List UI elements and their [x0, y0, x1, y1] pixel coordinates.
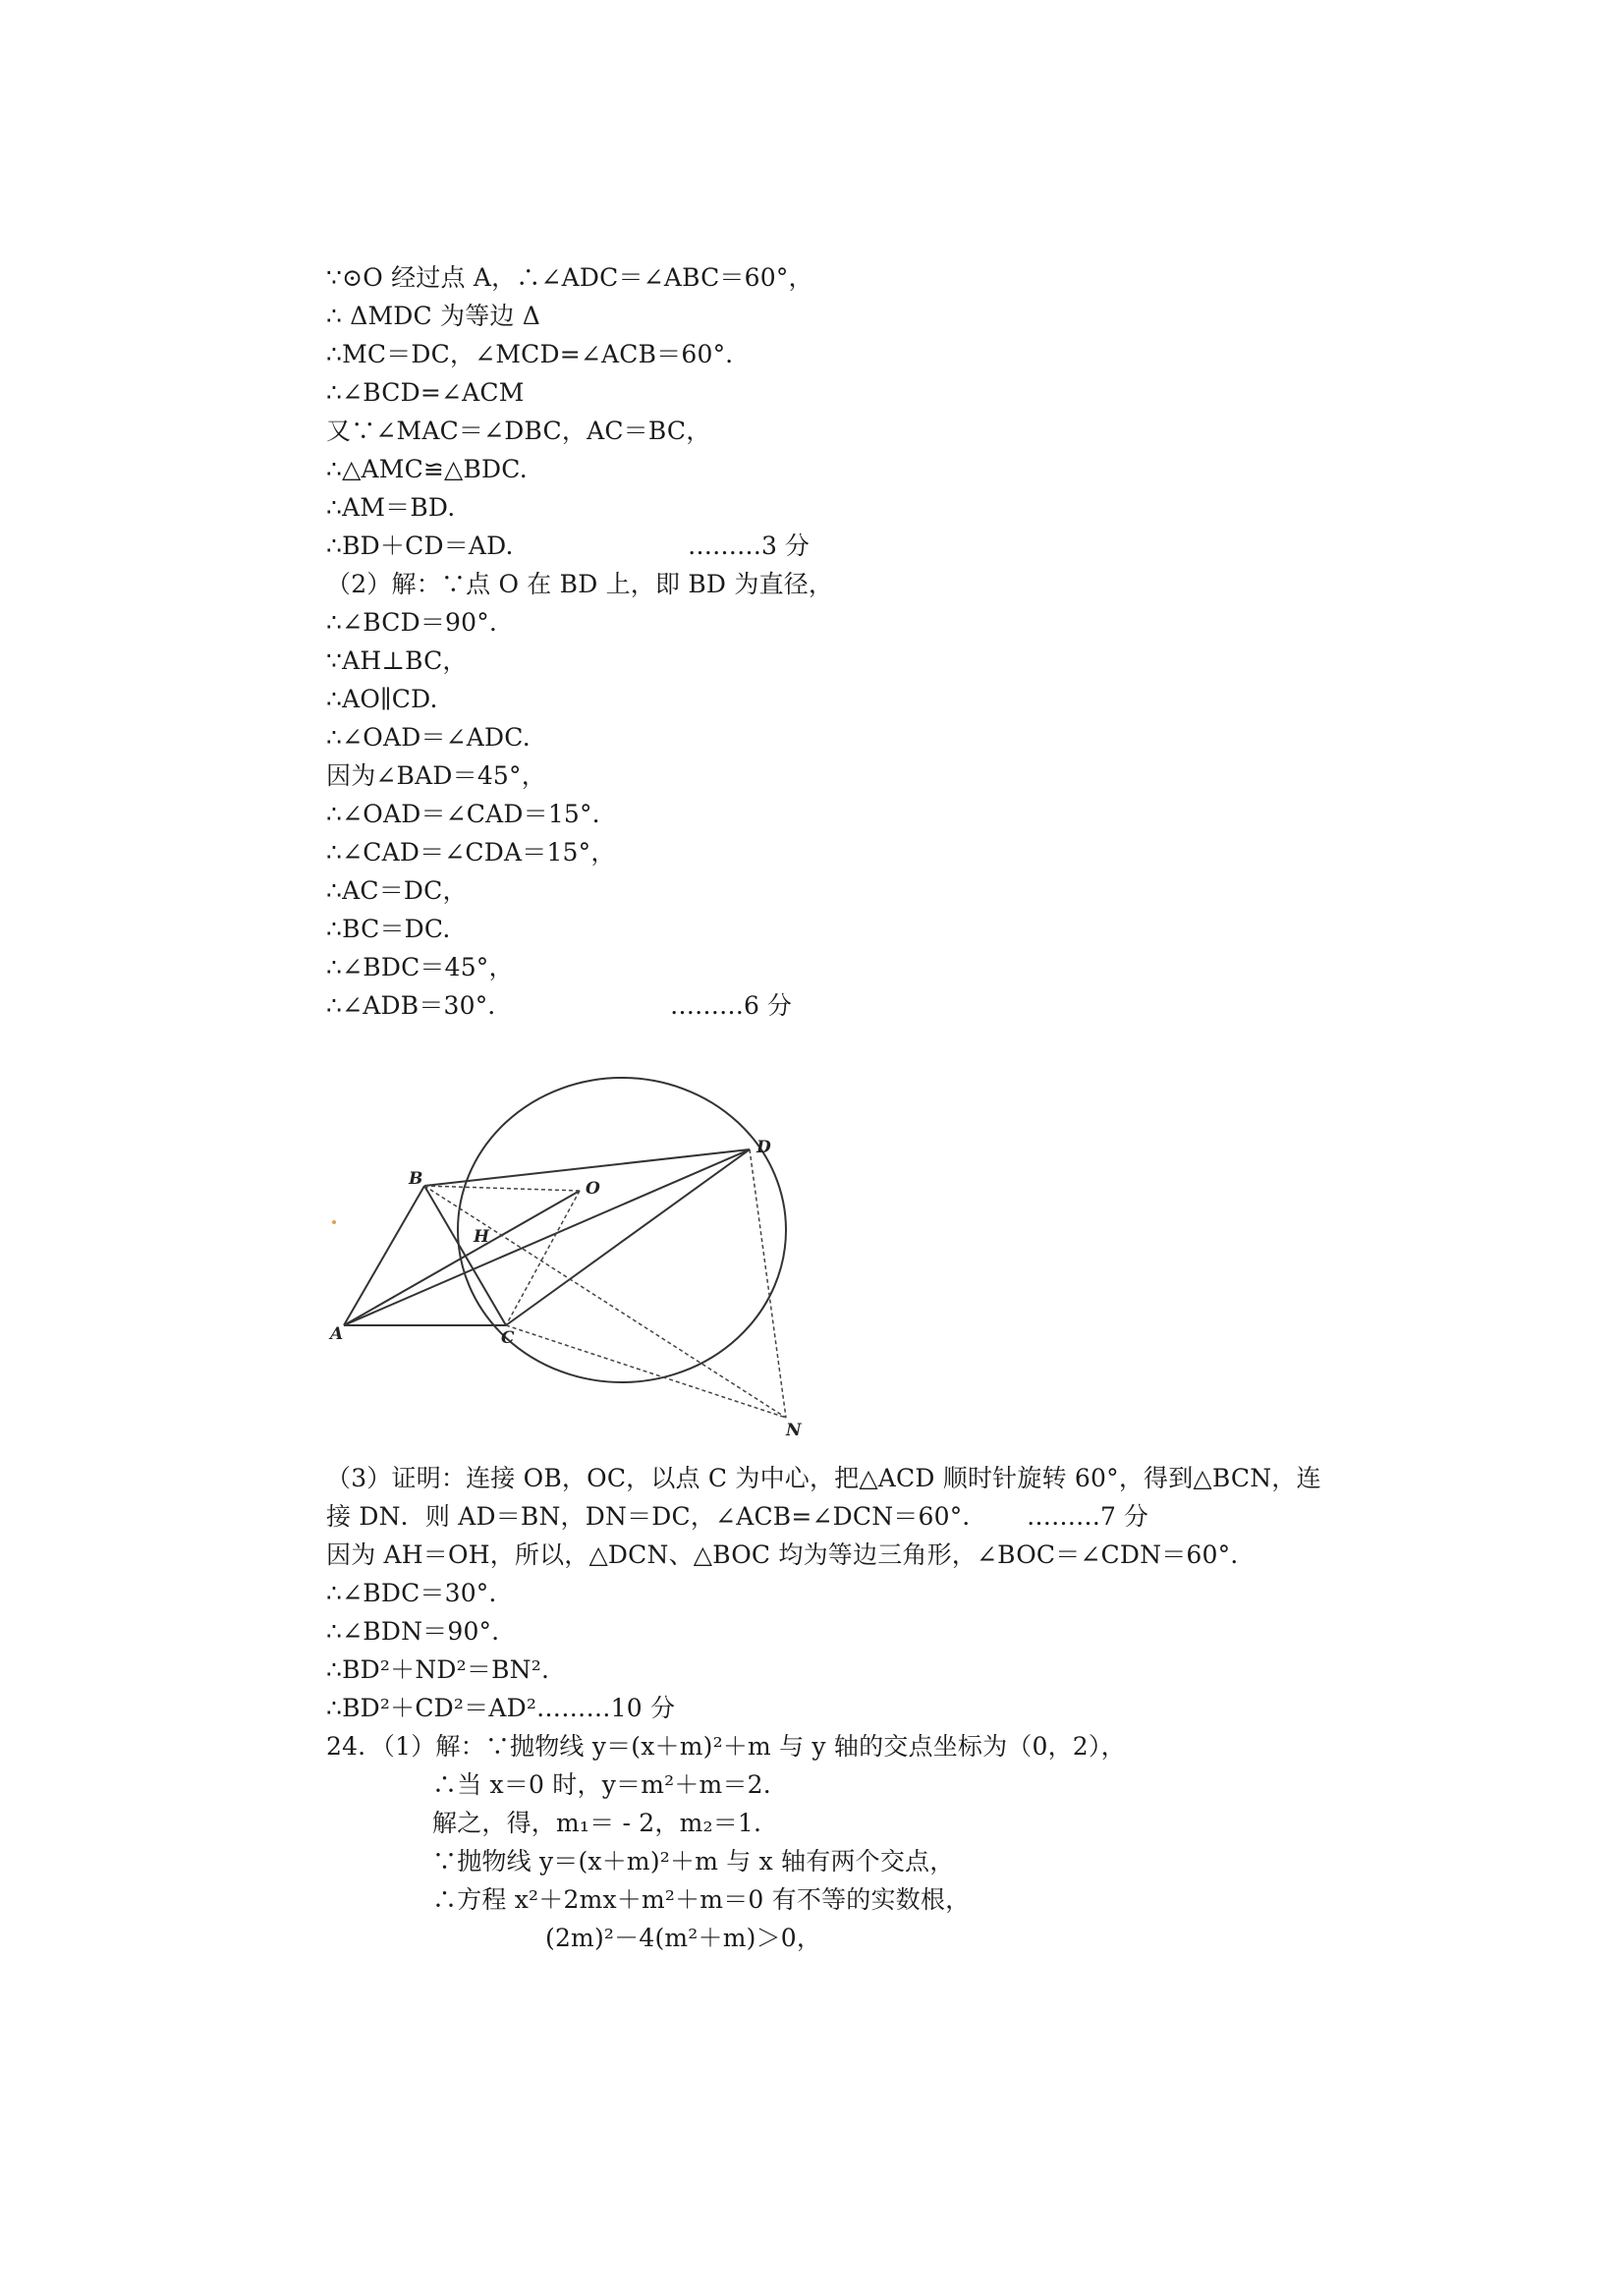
text-line: ∴MC＝DC，∠MCD=∠ACB＝60°． [326, 340, 751, 368]
text-line: ∴∠BDN＝90°． [326, 1617, 517, 1646]
label-n: N [786, 1421, 802, 1440]
text-line: 解之，得，m₁＝ - 2，m₂＝1. [432, 1809, 762, 1837]
text-line: ∴BD²＋ND²＝BN². [326, 1655, 550, 1684]
scan-speck [332, 1220, 336, 1224]
segment-cd [506, 1149, 750, 1325]
score-7: ………7 分 [1027, 1502, 1148, 1531]
text-line: ∴∠ADB＝30°． [326, 991, 513, 1020]
label-b: B [409, 1169, 423, 1189]
text-line: 接 DN．则 AD＝BN，DN＝DC，∠ACB=∠DCN＝60°． [326, 1502, 987, 1531]
text-line: （2）解：∵点 O 在 BD 上，即 BD 为直径， [326, 570, 834, 598]
geometry-figure [324, 1027, 815, 1449]
segment-ao [344, 1191, 580, 1325]
label-a: A [330, 1324, 344, 1344]
score-6: ………6 分 [670, 991, 792, 1020]
text-line: ∴∠BDC＝45°， [326, 953, 514, 981]
segment-bo [424, 1186, 580, 1191]
text-line: ∵抛物线 y＝(x＋m)²＋m 与 x 轴有两个交点， [432, 1847, 955, 1876]
text-line: ∴∠CAD＝∠CDA＝15°， [326, 838, 616, 867]
text-line: ∴BD＋CD＝AD. [326, 532, 514, 560]
text-line: 24．（1）解：∵抛物线 y＝(x＋m)²＋m 与 y 轴的交点坐标为（0，2）， [326, 1732, 1126, 1761]
score-3: ………3 分 [688, 532, 810, 560]
text-line: 又∵∠MAC＝∠DBC，AC＝BC， [326, 417, 711, 445]
label-o: O [586, 1179, 600, 1199]
text-line: ∴BD²＋CD²＝AD²………10 分 [326, 1694, 676, 1722]
text-line: ∴BC＝DC. [326, 915, 451, 943]
text-line: ∴△AMC≌△BDC. [326, 455, 528, 483]
text-line: ∴∠BDC＝30°． [326, 1579, 514, 1607]
text-line: ∴当 x＝0 时，y＝m²＋m＝2. [432, 1770, 771, 1799]
text-line: ∴∠BCD＝90°． [326, 608, 515, 637]
text-line: ∴ ΔMDC 为等边 Δ [326, 302, 541, 330]
segment-ad [344, 1149, 750, 1325]
segment-cn [506, 1325, 786, 1418]
segment-ab [344, 1186, 424, 1325]
text-line: ∴AO∥CD. [326, 685, 438, 713]
text-line: ∴AC＝DC， [326, 876, 468, 905]
label-d: D [756, 1138, 771, 1157]
text-line: ∴∠BCD=∠ACM [326, 378, 525, 407]
segment-bn [424, 1186, 786, 1418]
text-line: ∵⊙O 经过点 A，∴∠ADC＝∠ABC＝60°， [326, 263, 813, 292]
text-line: ∴∠OAD＝∠ADC. [326, 723, 531, 752]
label-c: C [501, 1328, 515, 1348]
text-line: ∴AM＝BD. [326, 493, 456, 522]
text-line: 因为∠BAD＝45°， [326, 761, 546, 790]
text-line: ∴方程 x²＋2mx＋m²＋m＝0 有不等的实数根， [432, 1885, 971, 1914]
text-line: ∴∠OAD＝∠CAD＝15°． [326, 800, 617, 828]
label-h: H [474, 1227, 490, 1247]
text-line: (2m)²－4(m²＋m)＞0， [545, 1924, 822, 1952]
text-line: ∵AH⊥BC， [326, 646, 468, 675]
text-line: （3）证明：连接 OB，OC，以点 C 为中心，把△ACD 顺时针旋转 60°，得到△BCN，连 [326, 1464, 1321, 1492]
text-line: 因为 AH＝OH，所以，△DCN、△BOC 均为等边三角形，∠BOC＝∠CDN＝60°． [326, 1540, 1256, 1569]
